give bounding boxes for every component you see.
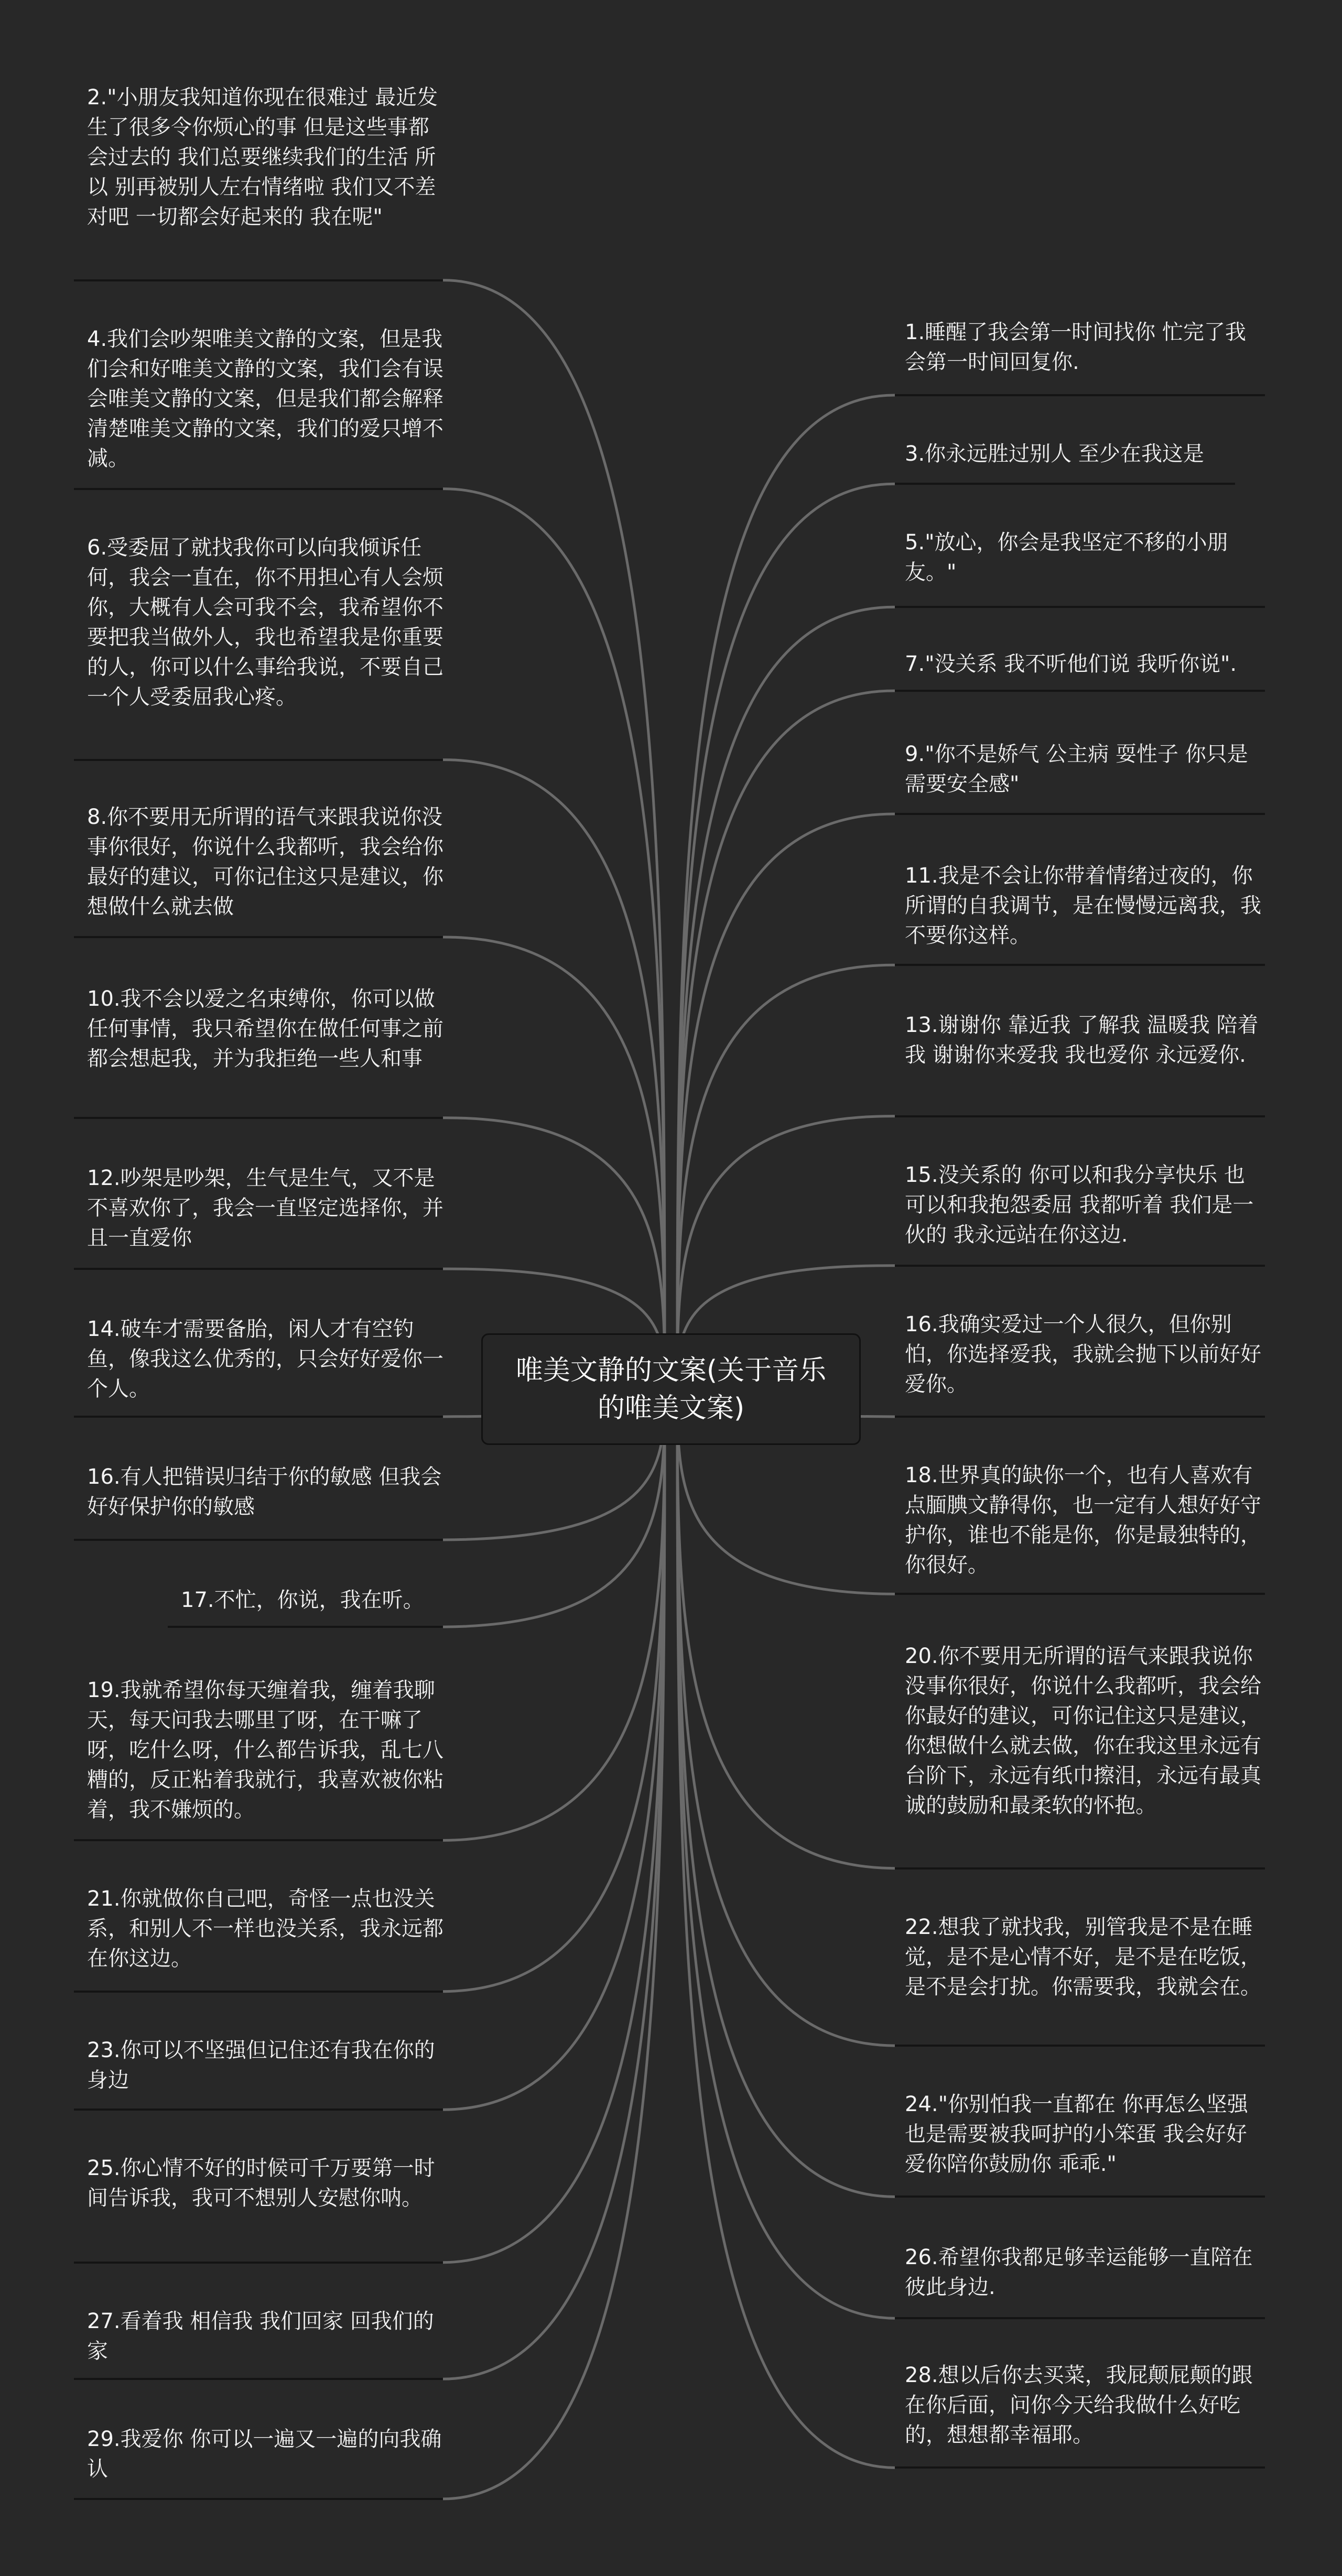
right-connector-line	[677, 965, 895, 1389]
right-node-text[interactable]: 1.睡醒了我会第一时间找你 忙完了我会第一时间回复你.	[905, 320, 1246, 375]
right-node-underline	[895, 1115, 1265, 1117]
left-node-text[interactable]: 27.看着我 相信我 我们回家 回我们的家	[87, 2309, 434, 2363]
right-node-underline	[895, 1867, 1265, 1869]
left-connector-line	[443, 1389, 665, 1840]
left-node-underline	[74, 2378, 443, 2380]
left-connector-line	[443, 937, 665, 1389]
left-node-text[interactable]: 25.你心情不好的时候可千万要第一时间告诉我，我可不想别人安慰你呐。	[87, 2156, 435, 2211]
right-node-underline	[895, 483, 1235, 485]
left-connector-line	[443, 760, 665, 1389]
right-node-underline	[895, 606, 1265, 608]
right-node-underline	[895, 1265, 1265, 1267]
right-node-text[interactable]: 5."放心，你会是我坚定不移的小朋友。"	[905, 530, 1228, 585]
right-node-underline	[895, 1416, 1265, 1418]
right-node-underline	[895, 2317, 1265, 2319]
right-connector-line	[677, 691, 895, 1389]
left-node-underline	[74, 936, 443, 938]
right-node-underline	[895, 2045, 1265, 2047]
right-connector-line	[677, 1389, 895, 2046]
right-node-underline	[895, 394, 1265, 396]
left-node-text[interactable]: 19.我就希望你每天缠着我，缠着我聊天，每天问我去哪里了呀，在干嘛了呀，吃什么呀，什么都告诉我，乱七八糟的，反正粘着我就行，我喜欢被你粘着，我不嫌烦的。	[87, 1678, 443, 1822]
right-node-text[interactable]: 16.我确实爱过一个人很久，但你别怕，你选择爱我，我就会抛下以前好好爱你。	[905, 1312, 1261, 1396]
right-node-text[interactable]: 18.世界真的缺你一个，也有人喜欢有点腼腆文静得你，也一定有人想好好守护你，谁也不能是你，你是最独特的，你很好。	[905, 1463, 1261, 1577]
left-node-text[interactable]: 23.你可以不坚强但记住还有我在你的身边	[87, 2038, 435, 2092]
right-node-text[interactable]: 22.想我了就找我，别管我是不是在睡觉，是不是心情不好，是不是在吃饭，是不是会打扰。你需要我，我就会在。	[905, 1915, 1261, 1999]
right-node-text[interactable]: 24."你别怕我一直都在 你再怎么坚强也是需要被我呵护的小笨蛋 我会好好爱你陪你鼓励你 乖乖."	[905, 2092, 1248, 2177]
left-node-underline	[74, 2498, 443, 2500]
right-node-underline	[895, 2195, 1265, 2198]
left-node-text[interactable]: 4.我们会吵架唯美文静的文案，但是我们会和好唯美文静的文案，我们会有误会唯美文静的文案，但是我们都会解释清楚唯美文静的文案，我们的爱只增不减。	[87, 327, 443, 471]
right-node-underline	[895, 690, 1265, 692]
left-node-underline	[74, 1539, 443, 1541]
right-node-underline	[895, 964, 1265, 966]
left-node-text[interactable]: 29.我爱你 你可以一遍又一遍的向我确认	[87, 2427, 442, 2482]
left-node-underline	[74, 2108, 443, 2111]
right-connector-line	[677, 484, 895, 1389]
right-node-underline	[895, 813, 1265, 815]
central-topic-node[interactable]	[481, 1333, 861, 1445]
left-node-underline	[74, 1416, 443, 1418]
left-node-text[interactable]: 10.我不会以爱之名束缚你，你可以做任何事情，我只希望你在做任何事之前都会想起我，并为我拒绝一些人和事	[87, 987, 443, 1071]
left-node-underline	[168, 1626, 443, 1628]
right-node-text[interactable]: 28.想以后你去买菜，我屁颠屁颠的跟在你后面，问你今天给我做什么好吃的，想想都幸福耶。	[905, 2363, 1253, 2448]
right-connector-line	[677, 1389, 895, 1868]
right-node-text[interactable]: 3.你永远胜过别人 至少在我这是	[905, 442, 1204, 466]
left-node-underline	[74, 759, 443, 761]
right-node-text[interactable]: 7."没关系 我不听他们说 我听你说".	[905, 652, 1237, 677]
right-node-text[interactable]: 13.谢谢你 靠近我 了解我 温暖我 陪着我 谢谢你来爱我 我也爱你 永远爱你.	[905, 1013, 1259, 1068]
left-node-text[interactable]: 6.受委屈了就找我你可以向我倾诉任何，我会一直在，你不用担心有人会烦你，大概有人会可我不会，我希望你不要把我当做外人，我也希望我是你重要的人，你可以什么事给我说，不要自己一个人受委屈我心疼。	[87, 535, 443, 709]
left-node-underline	[74, 2262, 443, 2264]
left-node-text[interactable]: 17.不忙，你说，我在听。	[181, 1588, 424, 1613]
right-connector-line	[677, 814, 895, 1389]
right-connector-line	[677, 1389, 895, 2318]
left-node-underline	[74, 1268, 443, 1270]
right-connector-line	[677, 1389, 895, 2468]
right-node-text[interactable]: 9."你不是娇气 公主病 耍性子 你只是需要安全感"	[905, 742, 1248, 797]
left-node-underline	[74, 279, 443, 281]
left-connector-line	[443, 280, 665, 1389]
left-node-text[interactable]: 8.你不要用无所谓的语气来跟我说你没事你很好，你说什么我都听，我会给你最好的建议，可你记住这只是建议，你想做什么就去做	[87, 805, 443, 919]
left-node-underline	[74, 1117, 443, 1119]
left-node-text[interactable]: 2."小朋友我知道你现在很难过 最近发生了很多令你烦心的事 但是这些事都会过去的 我们总要继续我们的生活 所以 别再被别人左右情绪啦 我们又不差 对吧 一切都会好起来的 我在呢"	[87, 85, 438, 230]
right-node-text[interactable]: 15.没关系的 你可以和我分享快乐 也可以和我抱怨委屈 我都听着 我们是一伙的 我永远站在你这边.	[905, 1162, 1254, 1247]
left-connector-line	[443, 1389, 665, 2499]
left-node-underline	[74, 1991, 443, 1993]
right-node-underline	[895, 2466, 1265, 2469]
right-node-underline	[895, 1593, 1265, 1595]
left-node-text[interactable]: 16.有人把错误归结于你的敏感 但我会好好保护你的敏感	[87, 1465, 442, 1519]
right-connector-line	[677, 1389, 895, 2197]
left-connector-line	[443, 1389, 665, 1992]
central-topic-title: 唯美文静的文案(关于音乐的唯美文案)	[515, 1354, 827, 1424]
left-node-text[interactable]: 21.你就做你自己吧，奇怪一点也没关系，和别人不一样也没关系，我永远都在你这边。	[87, 1887, 443, 1971]
left-connector-line	[443, 1389, 665, 2379]
left-node-text[interactable]: 14.破车才需要备胎，闲人才有空钓鱼，像我这么优秀的，只会好好爱你一个人。	[87, 1317, 443, 1401]
left-node-underline	[74, 488, 443, 490]
left-node-underline	[74, 1839, 443, 1841]
right-node-text[interactable]: 20.你不要用无所谓的语气来跟我说你没事你很好，你说什么我都听，我会给你最好的建议，可你记住这只是建议，你想做什么就去做，你在我这里永远有台阶下，永远有纸巾擦泪，永远有最真诚的鼓励和最柔软的怀抱。	[905, 1644, 1261, 1818]
right-node-text[interactable]: 11.我是不会让你带着情绪过夜的，你所谓的自我调节，是在慢慢远离我，我不要你这样。	[905, 864, 1261, 948]
left-node-text[interactable]: 12.吵架是吵架，生气是生气，又不是不喜欢你了，我会一直坚定选择你，并且一直爱你	[87, 1166, 443, 1250]
right-connector-line	[677, 395, 895, 1389]
right-node-text[interactable]: 26.希望你我都足够幸运能够一直陪在彼此身边.	[905, 2245, 1253, 2299]
